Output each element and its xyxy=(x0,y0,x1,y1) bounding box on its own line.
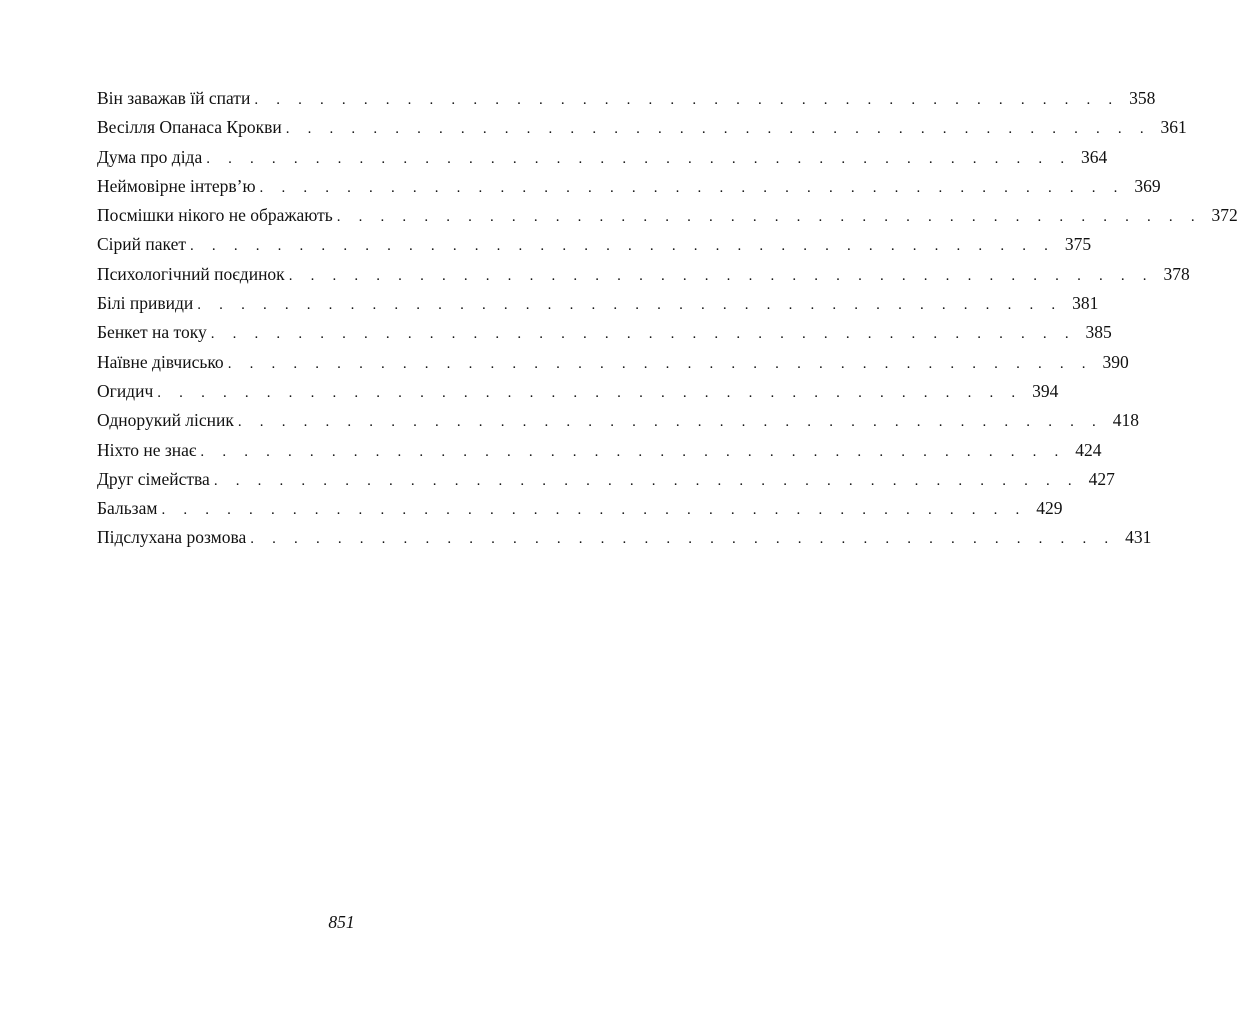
toc-entry-page: 424 xyxy=(1075,439,1102,460)
toc-entry xyxy=(97,377,1059,406)
toc-entry-page: 381 xyxy=(1072,293,1099,314)
toc-entry-title: Посмішки нікого не ображають xyxy=(97,205,333,226)
toc-entry-title: Огидич xyxy=(97,380,154,401)
toc-entry-title: Друг сімейства xyxy=(97,468,210,489)
toc-entry-title: Ніхто не знає xyxy=(97,439,197,460)
toc-entry xyxy=(97,201,1238,230)
toc-entry xyxy=(97,465,1115,494)
toc-entry xyxy=(97,230,1092,259)
toc-entry xyxy=(97,260,1190,289)
table-of-contents xyxy=(97,84,1238,553)
toc-entry xyxy=(97,289,1099,318)
toc-entry-page: 369 xyxy=(1134,175,1161,196)
toc-entry-page: 385 xyxy=(1085,322,1112,343)
toc-entry-page: 364 xyxy=(1081,146,1108,167)
toc-entry-page: 390 xyxy=(1102,351,1129,372)
toc-entry xyxy=(97,523,1152,552)
toc-dot-leader: . . . . . . . . . . . . . . . . . . . . . . . . . . . . . . . . . . . . . . . . xyxy=(161,502,1027,519)
toc-dot-leader: . . . . . . . . . . . . . . . . . . . . . . . . . . . . . . . . . . . . . . . . xyxy=(227,355,1093,372)
toc-entry-title: Однорукий лісник xyxy=(97,410,234,431)
toc-entry-title: Бенкет на току xyxy=(97,322,207,343)
toc-entry-title: Наївне дівчисько xyxy=(97,351,224,372)
toc-entry-title: Психологічний поєдинок xyxy=(97,263,285,284)
toc-entry-page: 375 xyxy=(1064,234,1092,255)
toc-entry-title: Підслухана розмова xyxy=(97,527,247,548)
toc-entry-page: 372 xyxy=(1211,205,1238,226)
toc-dot-leader: . . . . . . . . . . . . . . . . . . . . . . . . . . . . . . . . . . . . . . . . xyxy=(197,297,1063,314)
toc-entry xyxy=(97,143,1108,172)
toc-entry-title: Дума про діда xyxy=(97,146,203,167)
toc-dot-leader: . . . . . . . . . . . . . . . . . . . . . . . . . . . . . . . . . . . . . . . . xyxy=(336,209,1202,226)
toc-dot-leader: . . . . . . . . . . . . . . . . . . . . . . . . . . . . . . . . . . . . . . . . xyxy=(210,326,1076,343)
toc-entry-page: 431 xyxy=(1125,527,1152,548)
toc-entry xyxy=(97,318,1112,347)
toc-entry-page: 427 xyxy=(1088,468,1115,489)
toc-entry xyxy=(97,406,1139,435)
toc-dot-leader: . . . . . . . . . . . . . . . . . . . . . . . . . . . . . . . . . . . . . . . . xyxy=(254,92,1120,108)
toc-entry xyxy=(97,113,1187,142)
toc-entry-title: Бальзам xyxy=(97,498,158,519)
toc-entry-page: 429 xyxy=(1036,498,1063,519)
toc-entry-page: 418 xyxy=(1112,410,1139,431)
toc-dot-leader: . . . . . . . . . . . . . . . . . . . . . . . . . . . . . . . . . . . . . . . . xyxy=(190,238,1056,255)
toc-dot-leader: . . . . . . . . . . . . . . . . . . . . . . . . . . . . . . . . . . . . . . . . xyxy=(288,267,1154,284)
toc-dot-leader: . . . . . . . . . . . . . . . . . . . . . . . . . . . . . . . . . . . . . . . . xyxy=(259,179,1125,196)
toc-entry-title: Неймовірне інтерв’ю xyxy=(97,175,256,196)
toc-dot-leader: . . . . . . . . . . . . . . . . . . . . . . . . . . . . . . . . . . . . . . . . xyxy=(200,443,1066,460)
toc-entry xyxy=(97,436,1102,465)
toc-entry-title: Весілля Опанаса Крокви xyxy=(97,117,282,138)
toc-dot-leader: . . . . . . . . . . . . . . . . . . . . . . . . . . . . . . . . . . . . . . . . xyxy=(237,414,1103,431)
toc-dot-leader: . . . . . . . . . . . . . . . . . . . . . . . . . . . . . . . . . . . . . . . . xyxy=(250,531,1116,548)
toc-entry xyxy=(97,172,1161,201)
toc-entry-page: 378 xyxy=(1163,263,1190,284)
toc-entry xyxy=(97,348,1129,377)
toc-dot-leader: . . . . . . . . . . . . . . . . . . . . . . . . . . . . . . . . . . . . . . . . xyxy=(206,150,1072,167)
toc-entry-page: 358 xyxy=(1129,88,1156,108)
toc-dot-leader: . . . . . . . . . . . . . . . . . . . . . . . . . . . . . . . . . . . . . . . . xyxy=(157,384,1023,401)
toc-entry-title: Сірий пакет xyxy=(97,234,187,255)
toc-entry-page: 361 xyxy=(1160,117,1187,138)
toc-dot-leader: . . . . . . . . . . . . . . . . . . . . . . . . . . . . . . . . . . . . . . . . xyxy=(285,121,1151,138)
toc-entry-page: 394 xyxy=(1032,380,1059,401)
page-number: 851 xyxy=(328,912,355,932)
toc-entry xyxy=(97,494,1063,523)
toc-entry-title: Він заважав їй спати xyxy=(97,88,251,108)
toc-entry-title: Білі привиди xyxy=(97,293,194,314)
toc-entry xyxy=(97,84,1156,113)
toc-dot-leader: . . . . . . . . . . . . . . . . . . . . . . . . . . . . . . . . . . . . . . . . xyxy=(213,472,1079,489)
